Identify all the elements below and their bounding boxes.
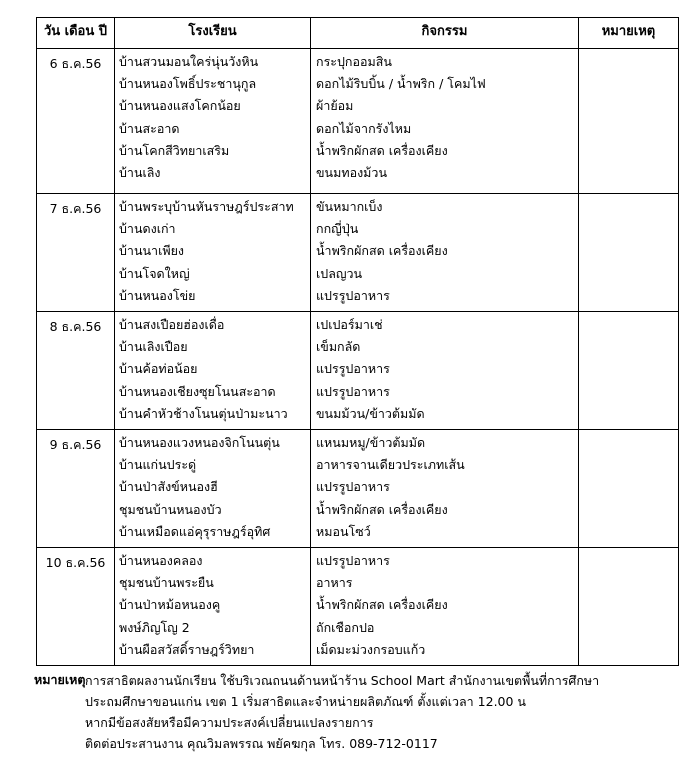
school-name: บ้านหนองเชียงซุยโนนสะอาด: [119, 383, 276, 399]
activity-name: เข็มกลัด: [316, 339, 361, 355]
date-cell: 7 ธ.ค.56: [37, 194, 115, 312]
activity-name: น้ำพริกผักสด เครื่องเคียง: [316, 501, 448, 517]
school-name: บ้านป่าหม้อหนองคู: [119, 597, 221, 613]
school-name: บ้านหนองแวงหนองจิกโนนตุ่น: [119, 435, 280, 450]
school-cell: [115, 548, 311, 666]
school-cell: [115, 312, 311, 430]
activity-name: ดอกไม้จากรังไหม: [316, 120, 412, 136]
header-school: โรงเรียน: [115, 18, 311, 49]
activity-name: อาหารจานเดียวประเภทเส้น: [316, 457, 465, 473]
school-name: บ้านเลิงเปือย: [119, 339, 188, 355]
school-name: บ้านหนองคลอง: [119, 553, 203, 568]
school-name: ชุมชนบ้านพระยืน: [119, 575, 214, 591]
activity-name: เปลญวน: [316, 265, 363, 281]
remark-line: ติดต่อประสานงาน คุณวิมลพรรณ พยัคฆกุล โทร. 089-712-0117: [85, 736, 438, 751]
school-name: บ้านเหมือดแอ่คุรุราษฎร์อุทิศ: [119, 523, 271, 539]
school-name: บ้านนาเพียง: [119, 243, 185, 259]
table-row: [37, 548, 679, 666]
note-cell: [579, 548, 679, 666]
activity-name: ดอกไม้ริบบิ้น / น้ำพริก / โคมไฟ: [316, 76, 486, 92]
school-name: บ้านป่าสังข์หนองฮี: [119, 479, 218, 495]
schedule-body: [37, 49, 679, 666]
school-name: บ้านผือสวัสดิ์ราษฎร์วิทยา: [119, 641, 255, 657]
school-name: บ้านพระบุบ้านหันราษฎร์ประสาท: [119, 199, 294, 214]
date-cell: 6 ธ.ค.56: [37, 49, 115, 194]
activity-name: น้ำพริกผักสด เครื่องเคียง: [316, 243, 448, 259]
remark-line: ประถมศึกษาขอนแก่น เขต 1 เริ่มสาธิตและจำหน่ายผลิตภัณฑ์ ตั้งแต่เวลา 12.00 น: [85, 694, 526, 709]
table-row: [37, 49, 679, 194]
activity-name: แหนมหมู/ข้าวต้มมัด: [316, 435, 426, 450]
school-name: บ้านสงเปือยฮ่องเดื่อ: [119, 317, 225, 332]
activity-name: หมอนโซว์: [316, 523, 371, 539]
school-name: บ้านเลิง: [119, 164, 161, 180]
date-cell: 8 ธ.ค.56: [37, 312, 115, 430]
activity-name: เปเปอร์มาเช่: [316, 317, 383, 332]
school-cell: [115, 194, 311, 312]
note-cell: [579, 430, 679, 548]
school-name: บ้านสวนมอนใคร่นุ่นวังหิน: [119, 54, 259, 69]
date-cell: 10 ธ.ค.56: [37, 548, 115, 666]
school-name: ชุมชนบ้านหนองบัว: [119, 501, 222, 517]
note-cell: [579, 49, 679, 194]
activity-name: กกญี่ปุ่น: [316, 221, 359, 237]
activity-name: กระปุกออมสิน: [316, 54, 392, 69]
table-row: [37, 194, 679, 312]
activity-name: เม็ดมะม่วงกรอบแก้ว: [316, 641, 426, 657]
remark-text: [85, 670, 675, 754]
activity-cell: [311, 312, 579, 430]
school-name: บ้านดงเก่า: [119, 221, 176, 237]
school-name: บ้านแก่นประดู่: [119, 457, 197, 473]
school-name: บ้านโจดใหญ่: [119, 265, 190, 281]
table-header-row: [37, 18, 679, 49]
remark-label: หมายเหตุ: [34, 672, 86, 687]
date-cell: 9 ธ.ค.56: [37, 430, 115, 548]
activity-name: น้ำพริกผักสด เครื่องเคียง: [316, 142, 448, 158]
activity-name: ถักเชือกปอ: [316, 619, 375, 635]
activity-name: แปรรูปอาหาร: [316, 553, 390, 568]
school-name: บ้านหนองแสงโคกน้อย: [119, 98, 241, 114]
table-row: [37, 430, 679, 548]
table-row: [37, 312, 679, 430]
activity-name: แปรรูปอาหาร: [316, 383, 390, 399]
activity-name: ผ้าย้อม: [316, 98, 354, 114]
school-name: บ้านโคกสีวิทยาเสริม: [119, 142, 230, 158]
school-name: พงษ์ภิญโญ 2: [119, 619, 190, 635]
remark-line: หากมีข้อสงสัยหรือมีความประสงค์เปลี่ยนแปลงรายการ: [85, 715, 374, 730]
activity-name: น้ำพริกผักสด เครื่องเคียง: [316, 597, 448, 613]
schedule-table: [36, 17, 679, 666]
school-name: บ้านหนองโข่ย: [119, 287, 196, 303]
remark-line: การสาธิตผลงานนักเรียน ใช้บริเวณถนนด้านหน้าร้าน School Mart สำนักงานเขตพื้นที่การศึกษา: [85, 673, 600, 688]
activity-name: แปรรูปอาหาร: [316, 287, 390, 303]
activity-cell: [311, 548, 579, 666]
header-note: หมายเหตุ: [579, 18, 679, 49]
school-name: บ้านค้อท่อน้อย: [119, 361, 198, 377]
school-cell: [115, 49, 311, 194]
activity-cell: [311, 194, 579, 312]
school-name: บ้านสะอาด: [119, 120, 180, 136]
header-activity: กิจกรรม: [311, 18, 579, 49]
activity-name: ขนมทองม้วน: [316, 164, 387, 180]
activity-name: ขันหมากเบ็ง: [316, 199, 383, 214]
activity-cell: [311, 49, 579, 194]
note-cell: [579, 194, 679, 312]
school-cell: [115, 430, 311, 548]
activity-name: ขนมม้วน/ข้าวต้มมัด: [316, 405, 425, 421]
activity-name: แปรรูปอาหาร: [316, 361, 390, 377]
school-name: บ้านคำหัวช้างโนนตุ่นป่ามะนาว: [119, 405, 288, 421]
activity-name: แปรรูปอาหาร: [316, 479, 390, 495]
activity-cell: [311, 430, 579, 548]
note-cell: [579, 312, 679, 430]
school-name: บ้านหนองโพธิ์ประชานุกูล: [119, 76, 257, 92]
header-date: วัน เดือน ปี: [37, 18, 115, 49]
activity-name: อาหาร: [316, 575, 353, 591]
